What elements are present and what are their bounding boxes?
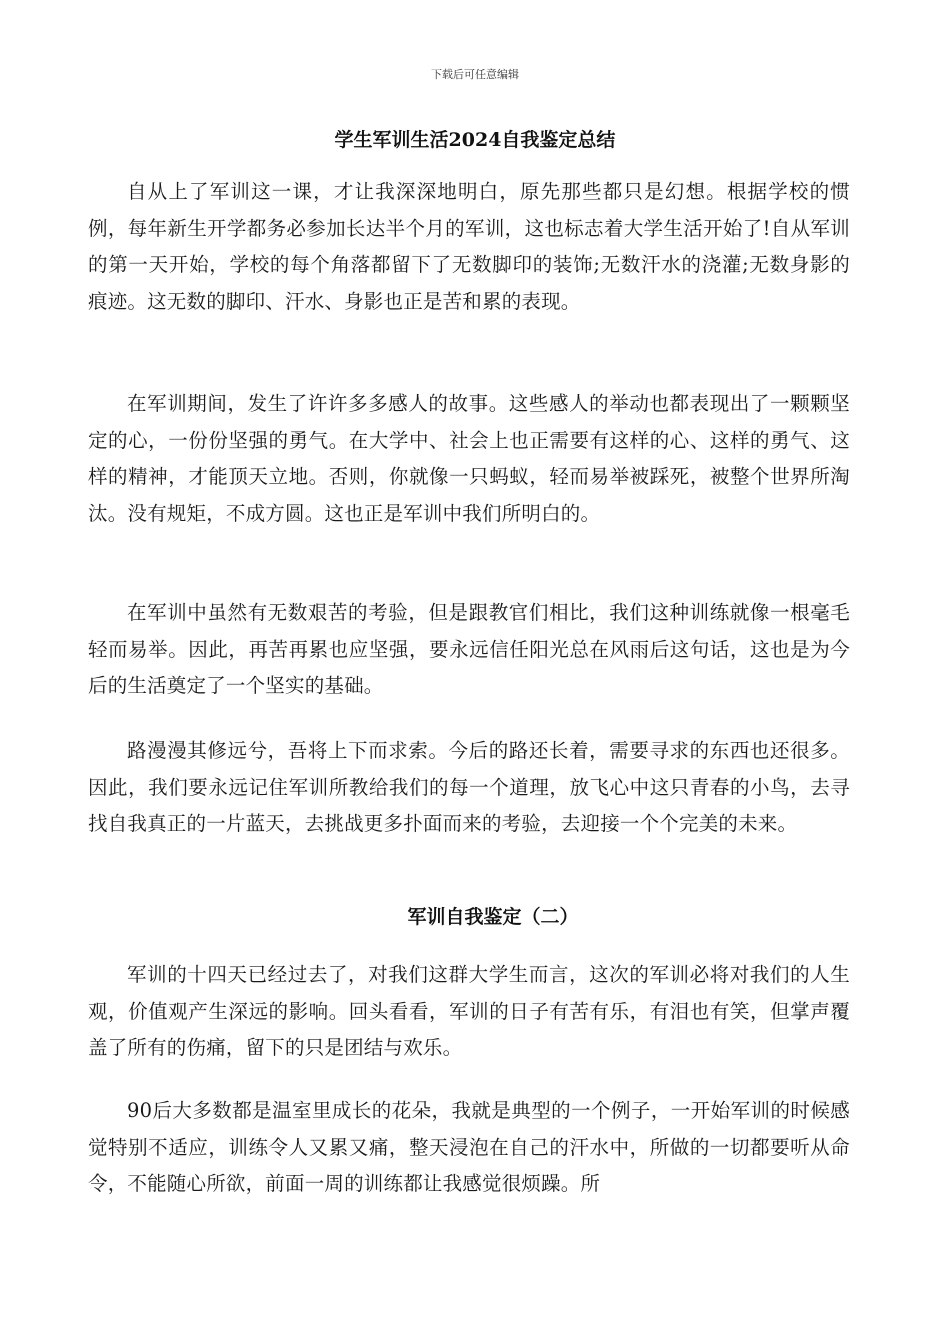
body-paragraph: 90后大多数都是温室里成长的花朵，我就是典型的一个例子，一开始军训的时候感觉特别不适应，训练令人又累又痛，整天浸泡在自己的汗水中，所做的一切都要听从命令，不能随心所欲，前面一周的训练都让我感觉很烦躁。所 <box>88 1099 850 1195</box>
document-title: 学生军训生活2024自我鉴定总结 <box>334 129 616 151</box>
body-paragraph: 在军训期间，发生了许许多多感人的故事。这些感人的举动也都表现出了一颗颗坚定的心，一份份坚强的勇气。在大学中、社会上也正需要有这样的心、这样的勇气、这样的精神，才能顶天立地。否则，你就像一只蚂蚁，轻而易举被踩死，被整个世界所淘汰。没有规矩，不成方圆。这也正是军训中我们所明白的。 <box>88 392 850 525</box>
body-paragraph: 军训的十四天已经过去了，对我们这群大学生而言，这次的军训必将对我们的人生观，价值观产生深远的影响。回头看看，军训的日子有苦有乐，有泪也有笑，但掌声覆盖了所有的伤痛，留下的只是团结与欢乐。 <box>88 963 850 1059</box>
body-paragraph: 自从上了军训这一课，才让我深深地明白，原先那些都只是幻想。根据学校的惯例，每年新生开学都务必参加长达半个月的军训，这也标志着大学生活开始了!自从军训的第一天开始，学校的每个角落都留下了无数脚印的装饰;无数汗水的浇灌;无数身影的痕迹。这无数的脚印、汗水、身影也正是苦和累的表现。 <box>88 180 850 313</box>
body-paragraph: 在军训中虽然有无数艰苦的考验，但是跟教官们相比，我们这种训练就像一根毫毛轻而易举。因此，再苦再累也应坚强，要永远信任阳光总在风雨后这句话，这也是为今后的生活奠定了一个坚实的基础。 <box>88 601 850 697</box>
header-note: 下载后可任意编辑 <box>431 68 519 81</box>
section-title: 军训自我鉴定（二） <box>407 906 579 928</box>
body-paragraph: 路漫漫其修远兮，吾将上下而求索。今后的路还长着，需要寻求的东西也还很多。因此，我们要永远记住军训所教给我们的每一个道理，放飞心中这只青春的小鸟，去寻找自我真正的一片蓝天，去挑战更多扑面而来的考验，去迎接一个个完美的未来。 <box>88 739 850 835</box>
